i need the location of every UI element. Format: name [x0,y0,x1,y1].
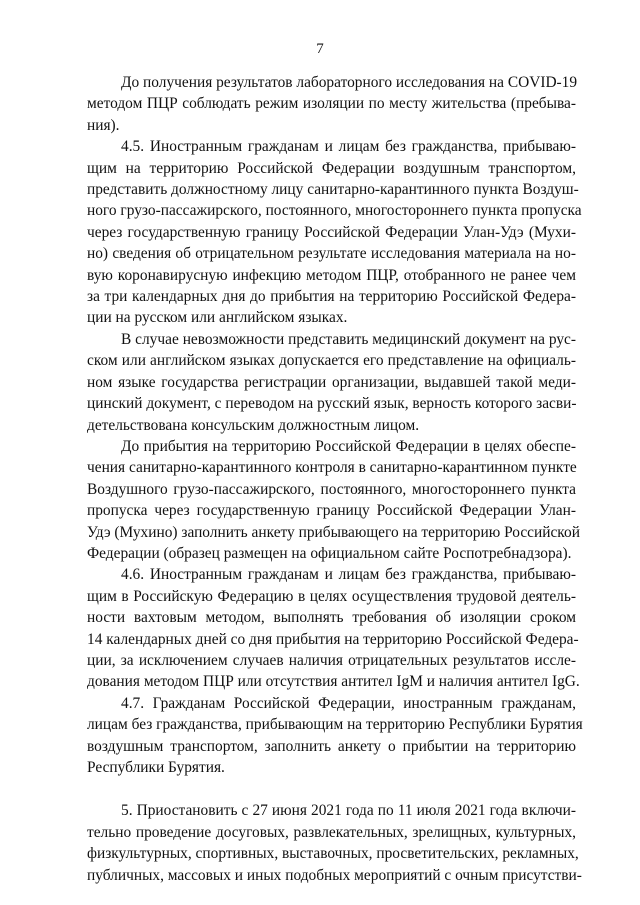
text-line: представить должностному лицу санитарно-карантинного пункта Воздуш- [87,181,579,199]
text-line: детельствована консульским должностным лицом. [87,416,420,434]
text-line: дования методом ПЦР или отсутствия антител IgM и наличия антител IgG. [87,673,580,691]
text-line: Федерации (образец размещен на официальном сайте Роспотребнадзора). [87,544,572,562]
text-line: ния). [87,116,120,134]
text-line: пропуска через государственную границу Российской Федерации Улан- [87,502,576,520]
paragraph-p3 [87,329,576,436]
text-line: ном языке государства регистрации организации, выдавшей такой меди- [87,373,576,391]
text-line: публичных, массовых и иных подобных мероприятий с очным присутстви- [87,866,582,884]
text-line: 4.5. Иностранным гражданам и лицам без гражданства, прибываю- [121,138,576,156]
text-line: щим в Российскую Федерацию в целях осуществления трудовой деятель- [87,587,576,605]
text-line: ции, за исключением случаев наличия отрицательных результатов иссле- [87,651,576,669]
text-line: тельно проведение досуговых, развлекательных, зрелищных, культурных, [87,823,576,841]
paragraph-p7 [87,800,582,886]
text-line: за три календарных дня до прибытия на территорию Российской Федера- [87,288,576,306]
text-line: ности вахтовым методом, выполнять требования об изоляции сроком [87,609,576,627]
text-line: но) сведения об отрицательном результате исследования материала на но- [87,245,576,263]
text-line: ного грузо-пассажирского, постоянного, многостороннего пункта пропуска [87,202,582,220]
text-line: физкультурных, спортивных, выставочных, просветительских, рекламных, [87,845,579,863]
text-line: 4.6. Иностранным гражданам и лицам без гражданства, прибываю- [121,566,576,584]
text-line: через государственную границу Российской Федерации Улан-Удэ (Мухи- [87,223,576,241]
paragraph-p4 [87,436,580,564]
text-line: методом ПЦР соблюдать режим изоляции по месту жительства (пребыва- [87,95,576,113]
text-line: ции на русском или английском языках. [87,309,348,327]
text-line: Республики Бурятия. [87,759,225,776]
text-line: ском или английском языках допускается его представление на официаль- [87,352,576,370]
paragraph-p2 [87,136,582,329]
text-line: 14 календарных дней со дня прибытия на территорию Российской Федера- [87,630,579,648]
text-line: Воздушного грузо-пассажирского, постоянного, многостороннего пункта [87,480,576,498]
text-line: цинский документ, с переводом на русский язык, верность которого засви- [87,395,577,413]
paragraph-p1 [87,72,576,136]
text-line: До прибытия на территорию Российской Федерации в целях обеспе- [121,437,576,455]
text-line: чения санитарно-карантинного контроля в санитарно-карантинном пункте [87,459,577,477]
text-line: щим на территорию Российской Федерации воздушным транспортом, [87,159,576,177]
paragraph-p6 [87,693,583,779]
section-gap [87,778,576,800]
text-line: вую коронавирусную инфекцию методом ПЦР, отобранного не ранее чем [87,266,576,284]
paragraph-p5 [87,564,580,692]
text-line: воздушным транспортом, заполнить анкету о прибытии на территорию [87,737,576,755]
text-line: лицам без гражданства, прибывающим на территорию Республики Бурятия [87,716,583,734]
document-body [87,72,583,886]
text-line: До получения результатов лабораторного исследования на COVID-19 [121,74,578,91]
text-line: 5. Приостановить с 27 июня 2021 года по 11 июля 2021 года включи- [121,802,576,820]
page-number: 7 [316,41,324,57]
text-line: 4.7. Гражданам Российской Федерации, иностранным гражданам, [121,694,576,712]
text-line: Удэ (Мухино) заполнить анкету прибывающего на территорию Российской [87,523,580,541]
text-line: В случае невозможности представить медицинский документ на рус- [121,330,576,348]
